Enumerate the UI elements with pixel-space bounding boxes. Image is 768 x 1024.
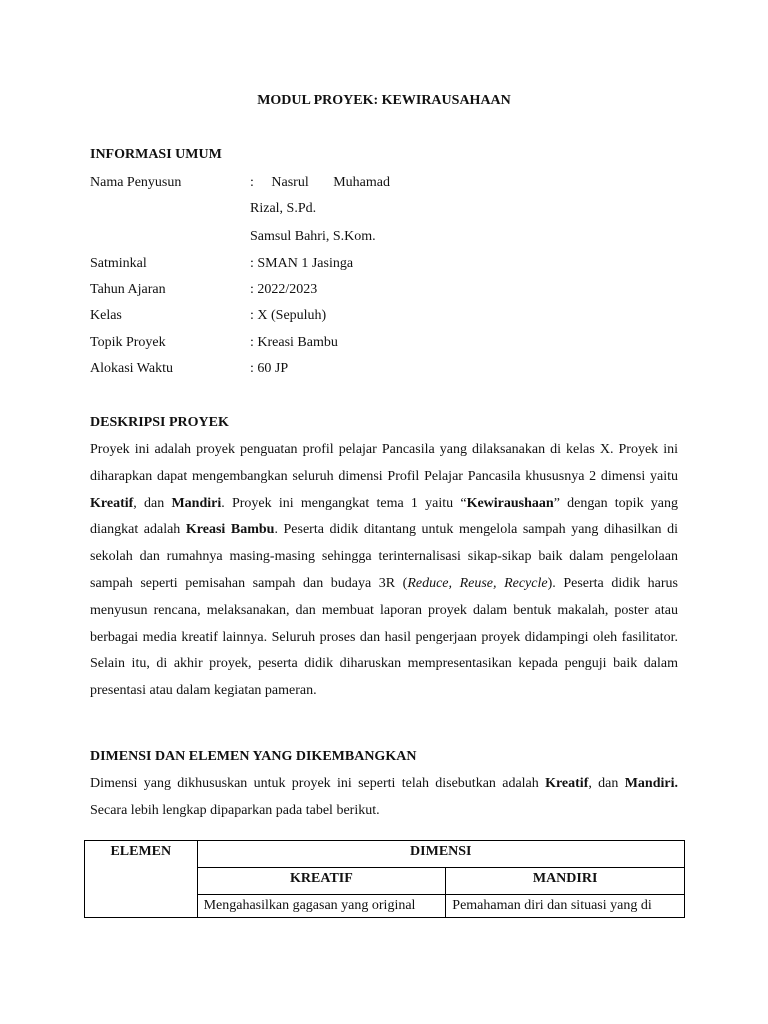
para-text: , dan xyxy=(588,776,625,791)
info-label: Alokasi Waktu xyxy=(90,361,173,376)
info-label: Tahun Ajaran xyxy=(90,282,166,297)
dimensi-heading: DIMENSI DAN ELEMEN YANG DIKEMBANGKAN xyxy=(90,749,417,764)
para-text: Proyek ini adalah proyek penguatan profil pelajar Pancasila yang dilaksanakan di kelas X. Proyek ini diharapkan dapat mengembangkan seluruh dimensi Profil Pelajar Pancasila khususnya 2 dimensi yaitu xyxy=(90,442,678,484)
info-row-penyusun-cont xyxy=(90,201,690,221)
info-value: Samsul Bahri, S.Kom. xyxy=(250,229,376,244)
para-text: . Proyek ini mengangkat tema 1 yaitu “ xyxy=(221,495,467,511)
para-bold: Kewiraushaan xyxy=(466,495,554,511)
header-mandiri: MANDIRI xyxy=(446,868,685,895)
info-value: : Kreasi Bambu xyxy=(250,335,338,350)
info-value: : SMAN 1 Jasinga xyxy=(250,256,354,271)
cell-mandiri xyxy=(446,895,685,918)
info-row-kelas xyxy=(90,308,690,328)
para-text: . Peserta didik ditantang untuk mengelola sampah yang dihasilkan di sekolah dan rumahnya masing-masing sehingga terinternalisasi sikap-sikap baik dalam pengelolaan sampah seperti pemisahan sampah dan budaya 3R ( xyxy=(90,522,678,591)
para-bold: Mandiri xyxy=(171,495,222,511)
info-label: Kelas xyxy=(90,308,122,323)
dimensi-table xyxy=(84,840,685,918)
table-header-row xyxy=(85,841,685,868)
info-value: : Nasrul Muhamad xyxy=(250,175,390,190)
info-value: Rizal, S.Pd. xyxy=(250,201,317,216)
info-label: Satminkal xyxy=(90,256,147,271)
cell-text: Mengahasilkan gagasan yang original xyxy=(203,898,416,913)
info-row-alokasi xyxy=(90,361,690,381)
document-title: MODUL PROYEK: KEWIRAUSAHAAN xyxy=(257,93,511,108)
para-text: Dimensi yang dikhususkan untuk proyek ini seperti telah disebutkan adalah xyxy=(90,776,546,791)
info-row-penyusun xyxy=(90,175,690,195)
dimensi-paragraph xyxy=(90,771,678,825)
para-bold: Mandiri. xyxy=(624,776,678,791)
para-bold: Kreatif xyxy=(90,495,134,511)
cell-kreatif xyxy=(197,895,446,918)
para-bold: Kreasi Bambu xyxy=(185,522,275,538)
cell-text: Pemahaman diri dan situasi yang di xyxy=(452,898,652,913)
para-text: ). Peserta didik harus menyusun rencana, melaksanakan, dan membuat laporan proyek dalam bentuk makalah, poster atau berbagai media kreatif lainnya. Seluruh proses dan hasil pengerjaan proyek didampingi oleh fasilitator. Selain itu, di akhir proyek, peserta didik diharuskan mempresentasikan kepada penguji baik dalam presentasi atau dalam kegiatan pameran. xyxy=(90,575,678,699)
info-row-tahun-ajaran xyxy=(90,282,690,302)
info-value: : 60 JP xyxy=(250,361,289,376)
deskripsi-paragraph xyxy=(90,437,678,705)
info-label: Nama Penyusun xyxy=(90,175,182,190)
info-label: Topik Proyek xyxy=(90,335,166,350)
para-text: ” dengan topik yang diangkat adalah xyxy=(90,495,679,538)
para-text: Secara lebih lengkap dipaparkan pada tabel berikut. xyxy=(90,802,380,818)
header-elemen: ELEMEN xyxy=(85,841,198,918)
info-value: : 2022/2023 xyxy=(250,282,318,297)
para-italic: Reduce, Reuse, Recycle xyxy=(407,575,548,591)
header-dimensi: DIMENSI xyxy=(197,841,684,868)
para-text: , dan xyxy=(133,495,172,511)
para-bold: Kreatif xyxy=(545,776,589,791)
info-row-topik xyxy=(90,335,690,355)
info-row-satminkal xyxy=(90,256,690,276)
info-heading: INFORMASI UMUM xyxy=(90,147,222,162)
header-kreatif: KREATIF xyxy=(197,868,446,895)
info-row-penyusun-2 xyxy=(90,229,690,249)
deskripsi-heading: DESKRIPSI PROYEK xyxy=(90,415,229,430)
info-value: : X (Sepuluh) xyxy=(250,308,327,323)
